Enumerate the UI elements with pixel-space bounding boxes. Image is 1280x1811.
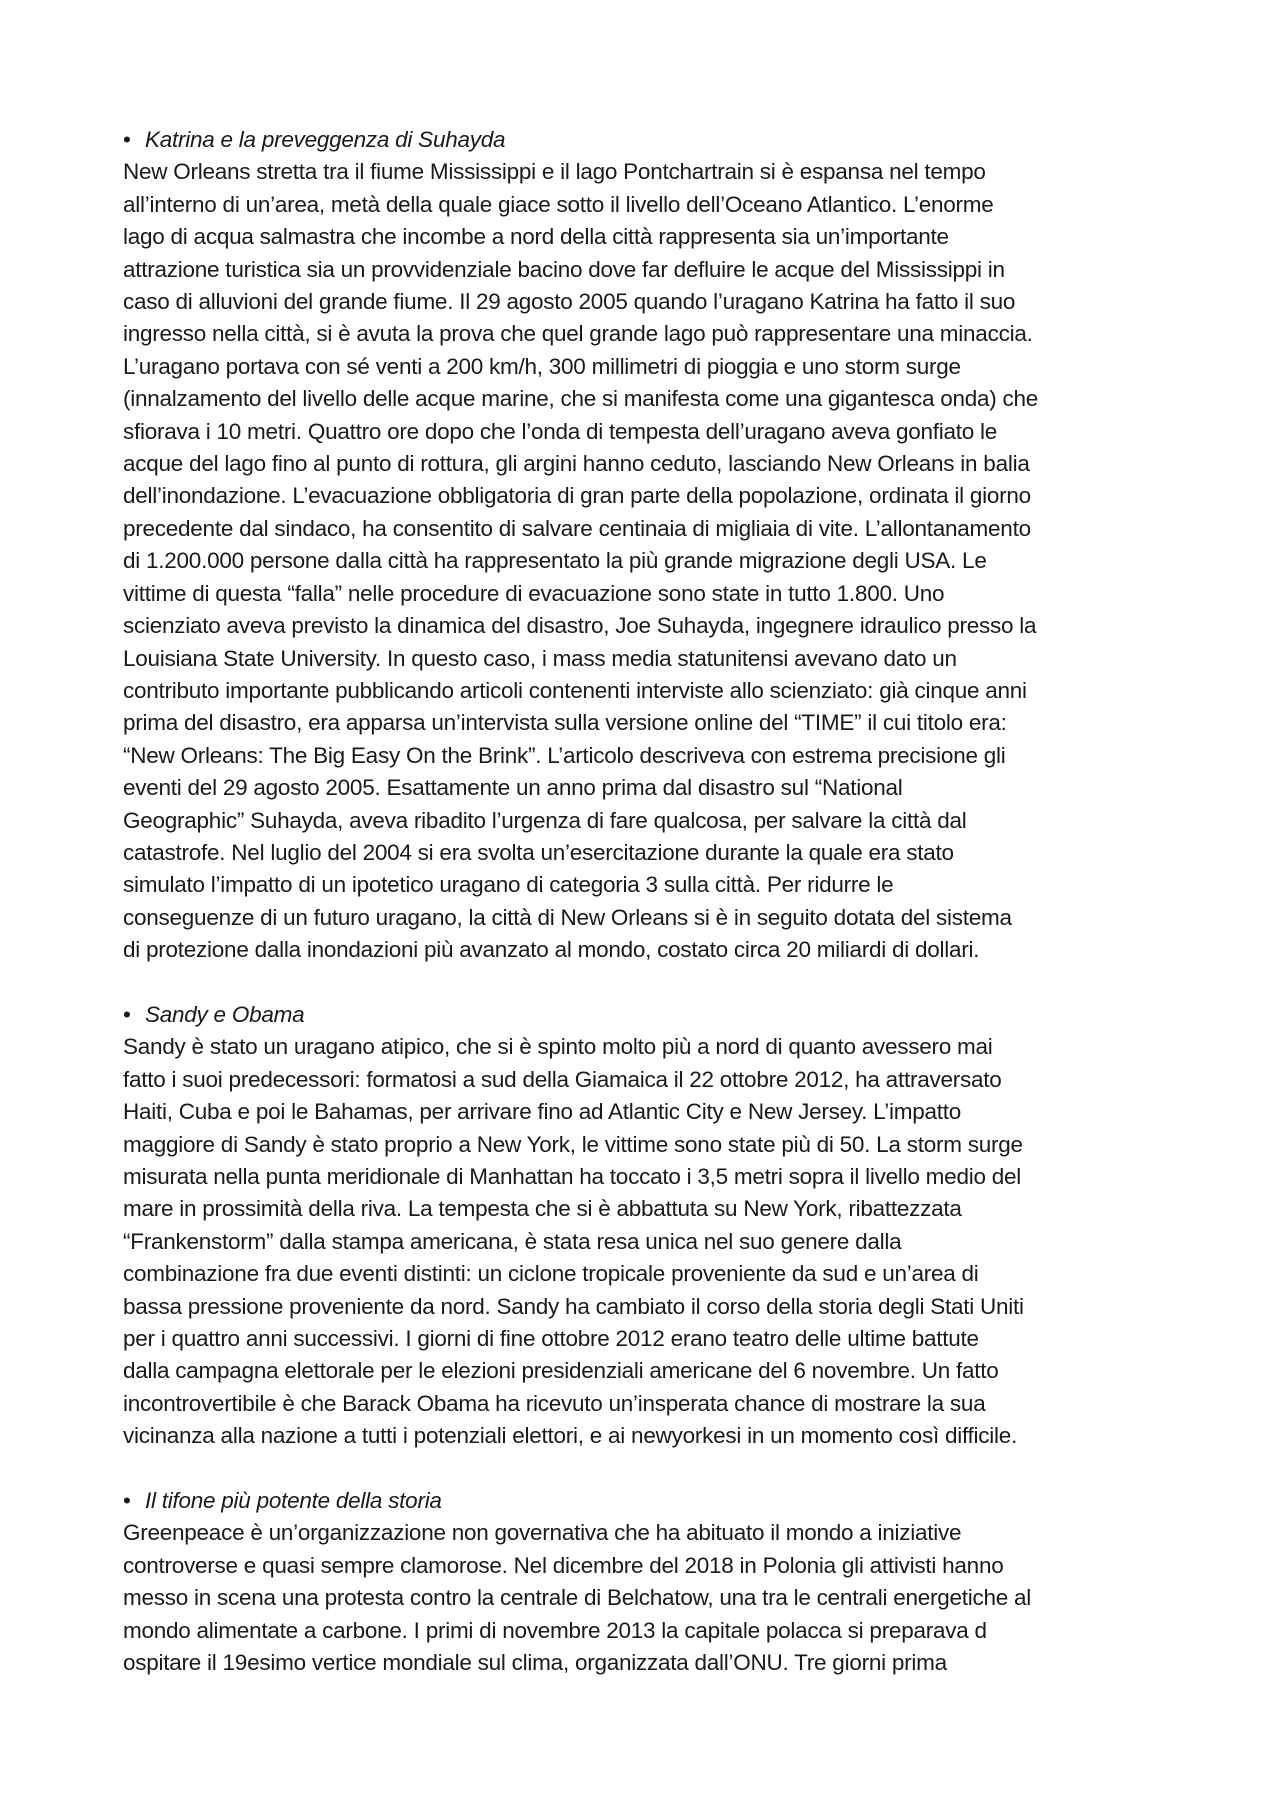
text-line: maggiore di Sandy è stato proprio a New York, le vittime sono state più di 50. La storm surge — [123, 1131, 1023, 1157]
text-line: all’interno di un’area, metà della quale giace sotto il livello dell’Oceano Atlantico. L’enorme — [123, 191, 994, 217]
text-line: per i quattro anni successivi. I giorni di fine ottobre 2012 erano teatro delle ultime battute — [123, 1326, 979, 1352]
section-paragraph — [123, 156, 1163, 966]
text-line: “New Orleans: The Big Easy On the Brink”. L’articolo descriveva con estrema precisione gli — [123, 742, 1006, 768]
text-line: scienziato aveva previsto la dinamica del disastro, Joe Suhayda, ingegnere idraulico presso la — [123, 613, 1037, 639]
text-line: ospitare il 19esimo vertice mondiale sul clima, organizzata dall’ONU. Tre giorni prima — [123, 1650, 947, 1676]
text-line: mondo alimentate a carbone. I primi di novembre 2013 la capitale polacca si preparava d — [123, 1617, 987, 1643]
text-line: incontrovertibile è che Barack Obama ha ricevuto un’insperata chance di mostrare la sua — [123, 1390, 986, 1416]
text-line: combinazione fra due eventi distinti: un ciclone tropicale proveniente da sud e un’area di — [123, 1261, 979, 1287]
section-heading-text: Il tifone più potente della storia — [145, 1488, 442, 1514]
bullet-icon: • — [123, 127, 131, 152]
text-line: lago di acqua salmastra che incombe a nord della città rappresenta sia un’importante — [123, 224, 949, 250]
text-line: precedente dal sindaco, ha consentito di salvare centinaia di migliaia di vite. L’allontanamento — [123, 515, 1031, 541]
section-paragraph — [123, 1517, 1163, 1679]
bullet-icon: • — [123, 1001, 131, 1027]
text-line: dalla campagna elettorale per le elezioni presidenziali americane del 6 novembre. Un fatto — [123, 1358, 999, 1384]
section-paragraph — [123, 1031, 1163, 1452]
text-line: acque del lago fino al punto di rottura, gli argini hanno ceduto, lasciando New Orleans in balia — [123, 451, 1030, 477]
text-line: ingresso nella città, si è avuta la prova che quel grande lago può rappresentare una minaccia. — [123, 321, 1033, 347]
section-heading — [123, 1485, 1163, 1517]
text-line: catastrofe. Nel luglio del 2004 si era svolta un’esercitazione durante la quale era stato — [123, 839, 954, 865]
text-line: messo in scena una protesta contro la centrale di Belchatow, una tra le centrali energetiche al — [123, 1585, 1032, 1611]
text-line: prima del disastro, era apparsa un’intervista sulla versione online del “TIME” il cui titolo era: — [123, 710, 1007, 736]
section-heading-text: Sandy e Obama — [145, 1001, 305, 1027]
text-line: di protezione dalla inondazioni più avanzato al mondo, costato circa 20 miliardi di dollari. — [123, 937, 980, 963]
text-line: Haiti, Cuba e poi le Bahamas, per arrivare fino ad Atlantic City e New Jersey. L’impatto — [123, 1099, 961, 1125]
text-line: vittime di questa “falla” nelle procedure di evacuazione sono state in tutto 1.800. Uno — [123, 580, 945, 606]
text-line: dell’inondazione. L’evacuazione obbligatoria di gran parte della popolazione, ordinata il giorno — [123, 483, 1031, 509]
text-line: bassa pressione proveniente da nord. Sandy ha cambiato il corso della storia degli Stati Uniti — [123, 1293, 1024, 1319]
text-line: Sandy è stato un uragano atipico, che si è spinto molto più a nord di quanto avessero mai — [123, 1034, 993, 1060]
text-line: Greenpeace è un’organizzazione non governativa che ha abituato il mondo a iniziative — [123, 1520, 962, 1546]
text-line: “Frankenstorm” dalla stampa americana, è stata resa unica nel suo genere dalla — [123, 1228, 902, 1254]
section-heading — [123, 124, 1163, 156]
section-sandy — [123, 999, 1163, 1453]
section-heading — [123, 999, 1163, 1031]
text-line: (innalzamento del livello delle acque marine, che si manifesta come una gigantesca onda) che — [123, 386, 1039, 412]
text-line: conseguenze di un futuro uragano, la città di New Orleans si è in seguito dotata del sistema — [123, 904, 1012, 930]
section-tifone — [123, 1485, 1163, 1679]
text-line: mare in prossimità della riva. La tempesta che si è abbattuta su New York, ribattezzata — [123, 1196, 962, 1222]
text-line: sfiorava i 10 metri. Quattro ore dopo che l’onda di tempesta dell’uragano aveva gonfiato le — [123, 418, 998, 444]
text-line: vicinanza alla nazione a tutti i potenziali elettori, e ai newyorkesi in un momento così difficile. — [123, 1423, 1018, 1449]
text-line: attrazione turistica sia un provvidenziale bacino dove far defluire le acque del Mississippi in — [123, 256, 1005, 282]
text-line: fatto i suoi predecessori: formatosi a sud della Giamaica il 22 ottobre 2012, ha attraversato — [123, 1066, 1002, 1092]
document-page — [123, 124, 1163, 1679]
section-heading-text: Katrina e la preveggenza di Suhayda — [145, 127, 506, 152]
text-line: eventi del 29 agosto 2005. Esattamente un anno prima dal disastro sul “National — [123, 775, 903, 801]
text-line: L’uragano portava con sé venti a 200 km/h, 300 millimetri di pioggia e uno storm surge — [123, 353, 961, 379]
text-line: New Orleans stretta tra il fiume Mississippi e il lago Pontchartrain si è espansa nel tempo — [123, 159, 986, 185]
text-line: misurata nella punta meridionale di Manhattan ha toccato i 3,5 metri sopra il livello medio del — [123, 1163, 1021, 1189]
bullet-icon: • — [123, 1488, 131, 1514]
text-line: controverse e quasi sempre clamorose. Nel dicembre del 2018 in Polonia gli attivisti hanno — [123, 1552, 1004, 1578]
text-line: simulato l’impatto di un ipotetico uragano di categoria 3 sulla città. Per ridurre le — [123, 872, 894, 898]
text-line: Louisiana State University. In questo caso, i mass media statunitensi avevano dato un — [123, 645, 957, 671]
section-katrina — [123, 124, 1163, 967]
text-line: caso di alluvioni del grande fiume. Il 29 agosto 2005 quando l’uragano Katrina ha fatto il suo — [123, 289, 1016, 315]
text-line: contributo importante pubblicando articoli contenenti interviste allo scienziato: già cinque anni — [123, 677, 1027, 703]
text-line: Geographic” Suhayda, aveva ribadito l’urgenza di fare qualcosa, per salvare la città dal — [123, 807, 967, 833]
text-line: di 1.200.000 persone dalla città ha rappresentato la più grande migrazione degli USA. Le — [123, 548, 987, 574]
